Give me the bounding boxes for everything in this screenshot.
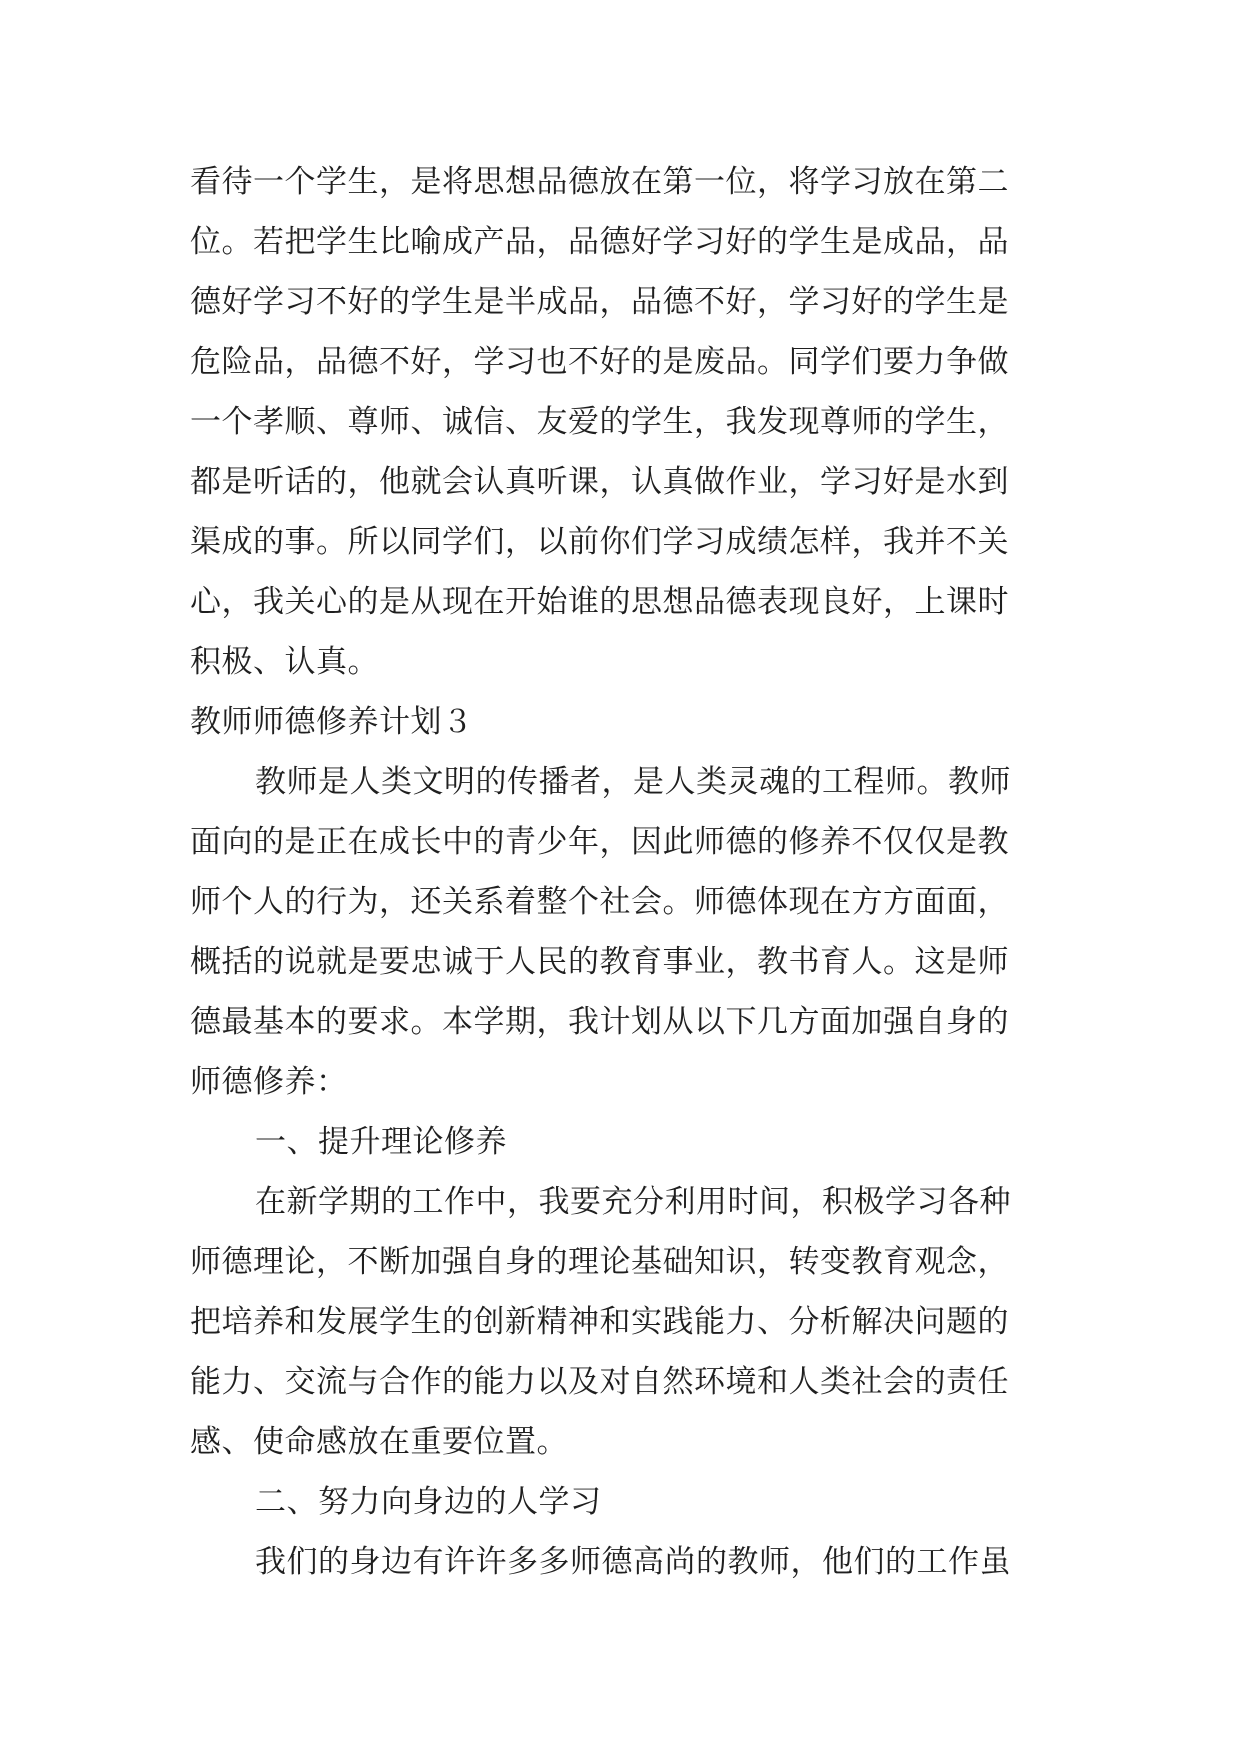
paragraph-line: 都是听话的，他就会认真听课，认真做作业，学习好是水到 bbox=[190, 464, 1009, 500]
subheading: 二、努力向身边的人学习 bbox=[255, 1484, 602, 1520]
paragraph-line: 位。若把学生比喻成产品，品德好学习好的学生是成品，品 bbox=[190, 224, 1009, 260]
section-title: 教师师德修养计划３ bbox=[190, 704, 474, 740]
subheading: 一、提升理论修养 bbox=[255, 1124, 507, 1160]
paragraph-line: 师个人的行为，还关系着整个社会。师德体现在方方面面， bbox=[190, 884, 1009, 920]
paragraph-line: 一个孝顺、尊师、诚信、友爱的学生，我发现尊师的学生， bbox=[190, 404, 1009, 440]
paragraph-line: 师德修养： bbox=[190, 1064, 348, 1100]
paragraph-line: 积极、认真。 bbox=[190, 644, 379, 680]
paragraph-line: 能力、交流与合作的能力以及对自然环境和人类社会的责任 bbox=[190, 1364, 1009, 1400]
paragraph-line: 教师是人类文明的传播者，是人类灵魂的工程师。教师 bbox=[255, 764, 1011, 800]
paragraph-line: 把培养和发展学生的创新精神和实践能力、分析解决问题的 bbox=[190, 1304, 1009, 1340]
paragraph-line: 危险品，品德不好，学习也不好的是废品。同学们要力争做 bbox=[190, 344, 1009, 380]
paragraph-line: 我们的身边有许许多多师德高尚的教师，他们的工作虽 bbox=[255, 1544, 1011, 1580]
paragraph-line: 德好学习不好的学生是半成品，品德不好，学习好的学生是 bbox=[190, 284, 1009, 320]
paragraph-line: 在新学期的工作中，我要充分利用时间，积极学习各种 bbox=[255, 1184, 1011, 1220]
paragraph-line: 感、使命感放在重要位置。 bbox=[190, 1424, 568, 1460]
paragraph-line: 心，我关心的是从现在开始谁的思想品德表现良好，上课时 bbox=[190, 584, 1009, 620]
document-body bbox=[190, 152, 1060, 1592]
paragraph-line: 渠成的事。所以同学们，以前你们学习成绩怎样，我并不关 bbox=[190, 524, 1009, 560]
paragraph-line: 概括的说就是要忠诚于人民的教育事业，教书育人。这是师 bbox=[190, 944, 1009, 980]
paragraph-line: 德最基本的要求。本学期，我计划从以下几方面加强自身的 bbox=[190, 1004, 1009, 1040]
paragraph-line: 面向的是正在成长中的青少年，因此师德的修养不仅仅是教 bbox=[190, 824, 1009, 860]
paragraph-line: 看待一个学生，是将思想品德放在第一位，将学习放在第二 bbox=[190, 164, 1009, 200]
paragraph-line: 师德理论，不断加强自身的理论基础知识，转变教育观念， bbox=[190, 1244, 1009, 1280]
